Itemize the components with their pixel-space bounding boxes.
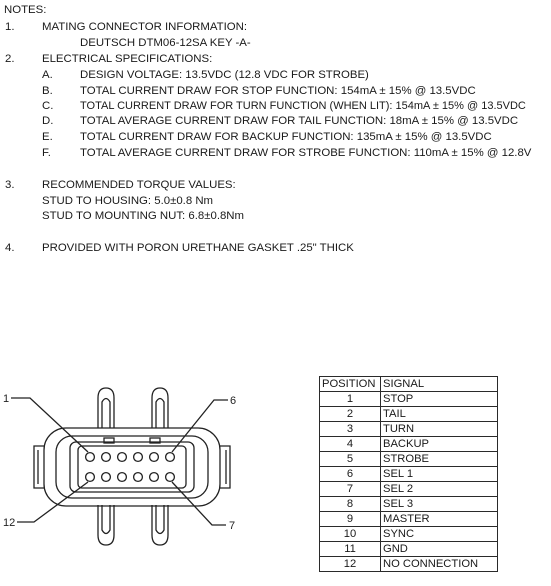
notes-title: NOTES: bbox=[4, 4, 47, 16]
note-4-text: PROVIDED WITH PORON URETHANE GASKET .25" THICK bbox=[42, 242, 354, 254]
spec-b-letter: B. bbox=[42, 85, 53, 97]
spec-e-text: TOTAL CURRENT DRAW FOR BACKUP FUNCTION: 135mA ± 15% @ 13.5VDC bbox=[80, 131, 492, 143]
pin-label-12: 12 bbox=[3, 517, 16, 529]
spec-f-letter: F. bbox=[42, 147, 51, 159]
note-3-number: 3. bbox=[5, 179, 15, 191]
signal-cell: SEL 2 bbox=[381, 482, 498, 497]
position-cell: 7 bbox=[320, 482, 381, 497]
signal-cell: NO CONNECTION bbox=[381, 557, 498, 572]
pin-cavities bbox=[86, 453, 175, 482]
pin-cavity-3 bbox=[118, 453, 127, 462]
position-cell: 10 bbox=[320, 527, 381, 542]
pin-cavity-4 bbox=[134, 453, 143, 462]
bottom-latch-left bbox=[98, 505, 114, 545]
position-cell: 12 bbox=[320, 557, 381, 572]
connector-face-drawing bbox=[0, 380, 260, 580]
table-row bbox=[320, 527, 498, 542]
signal-cell: SEL 1 bbox=[381, 467, 498, 482]
table-row bbox=[320, 482, 498, 497]
position-cell: 11 bbox=[320, 542, 381, 557]
pin-signal-table bbox=[319, 376, 498, 572]
note-3-sub-2: STUD TO MOUNTING NUT: 6.8±0.8Nm bbox=[42, 210, 245, 222]
pin-cavity-6 bbox=[166, 453, 175, 462]
table-row bbox=[320, 407, 498, 422]
position-cell: 4 bbox=[320, 437, 381, 452]
position-cell: 3 bbox=[320, 422, 381, 437]
table-row bbox=[320, 497, 498, 512]
spec-e-letter: E. bbox=[42, 131, 53, 143]
signal-cell: TURN bbox=[381, 422, 498, 437]
signal-cell: BACKUP bbox=[381, 437, 498, 452]
note-1-sub-1: DEUTSCH DTM06-12SA KEY -A- bbox=[80, 37, 251, 49]
pin-label-1: 1 bbox=[3, 393, 10, 405]
position-cell: 5 bbox=[320, 452, 381, 467]
pin-cavity-9 bbox=[134, 473, 143, 482]
pin-label-7: 7 bbox=[229, 520, 236, 532]
signal-cell: STROBE bbox=[381, 452, 498, 467]
note-4-number: 4. bbox=[5, 242, 15, 254]
position-cell: 6 bbox=[320, 467, 381, 482]
position-cell: 8 bbox=[320, 497, 381, 512]
table-row bbox=[320, 542, 498, 557]
note-3-text: RECOMMENDED TORQUE VALUES: bbox=[42, 179, 236, 191]
position-cell: 2 bbox=[320, 407, 381, 422]
pin-cavity-8 bbox=[150, 473, 159, 482]
header-position: POSITION bbox=[320, 377, 381, 392]
spec-c-text: TOTAL CURRENT DRAW FOR TURN FUNCTION (WHEN LIT): 154mA ± 15% @ 13.5VDC bbox=[80, 100, 526, 112]
signal-cell: TAIL bbox=[381, 407, 498, 422]
spec-c-letter: C. bbox=[42, 100, 54, 112]
table-row bbox=[320, 512, 498, 527]
top-latch-right bbox=[152, 388, 168, 428]
left-flange bbox=[34, 446, 44, 488]
spec-d-letter: D. bbox=[42, 115, 54, 127]
table-row bbox=[320, 437, 498, 452]
signal-cell: SYNC bbox=[381, 527, 498, 542]
position-cell: 1 bbox=[320, 392, 381, 407]
table-row bbox=[320, 422, 498, 437]
table-header-row bbox=[320, 377, 498, 392]
spec-d-text: TOTAL AVERAGE CURRENT DRAW FOR TAIL FUNCTION: 18mA ± 15% @ 13.5VDC bbox=[80, 115, 519, 127]
pin-cavity-7 bbox=[166, 473, 175, 482]
note-3-sub-1: STUD TO HOUSING: 5.0±0.8 Nm bbox=[42, 195, 214, 207]
table-row bbox=[320, 467, 498, 482]
pin-cavity-2 bbox=[102, 453, 111, 462]
pin-cavity-5 bbox=[150, 453, 159, 462]
signal-cell: MASTER bbox=[381, 512, 498, 527]
spec-a-letter: A. bbox=[42, 69, 53, 81]
position-cell: 9 bbox=[320, 512, 381, 527]
pin-cavity-1 bbox=[86, 453, 95, 462]
note-2-text: ELECTRICAL SPECIFICATIONS: bbox=[42, 53, 213, 65]
pin-label-6: 6 bbox=[230, 395, 237, 407]
signal-cell: STOP bbox=[381, 392, 498, 407]
table-row bbox=[320, 557, 498, 572]
note-1-number: 1. bbox=[5, 21, 15, 33]
note-2-number: 2. bbox=[5, 53, 15, 65]
pin-cavity-12 bbox=[86, 473, 95, 482]
connector-insert bbox=[70, 442, 194, 492]
pin-cavity-11 bbox=[102, 473, 111, 482]
table-row bbox=[320, 452, 498, 467]
spec-b-text: TOTAL CURRENT DRAW FOR STOP FUNCTION: 154mA ± 15% @ 13.5VDC bbox=[80, 85, 476, 97]
right-flange bbox=[220, 446, 230, 488]
header-signal: SIGNAL bbox=[381, 377, 498, 392]
table-row bbox=[320, 392, 498, 407]
leader-line-1 bbox=[11, 398, 88, 452]
spec-a-text: DESIGN VOLTAGE: 13.5VDC (12.8 VDC FOR STROBE) bbox=[80, 69, 369, 81]
spec-f-text: TOTAL AVERAGE CURRENT DRAW FOR STROBE FUNCTION: 110mA ± 15% @ 12.8V bbox=[80, 147, 532, 159]
note-1-text: MATING CONNECTOR INFORMATION: bbox=[42, 21, 248, 33]
signal-cell: SEL 3 bbox=[381, 497, 498, 512]
pin-cavity-10 bbox=[118, 473, 127, 482]
top-latch-left bbox=[98, 388, 114, 428]
signal-cell: GND bbox=[381, 542, 498, 557]
bottom-latch-right bbox=[152, 505, 168, 545]
